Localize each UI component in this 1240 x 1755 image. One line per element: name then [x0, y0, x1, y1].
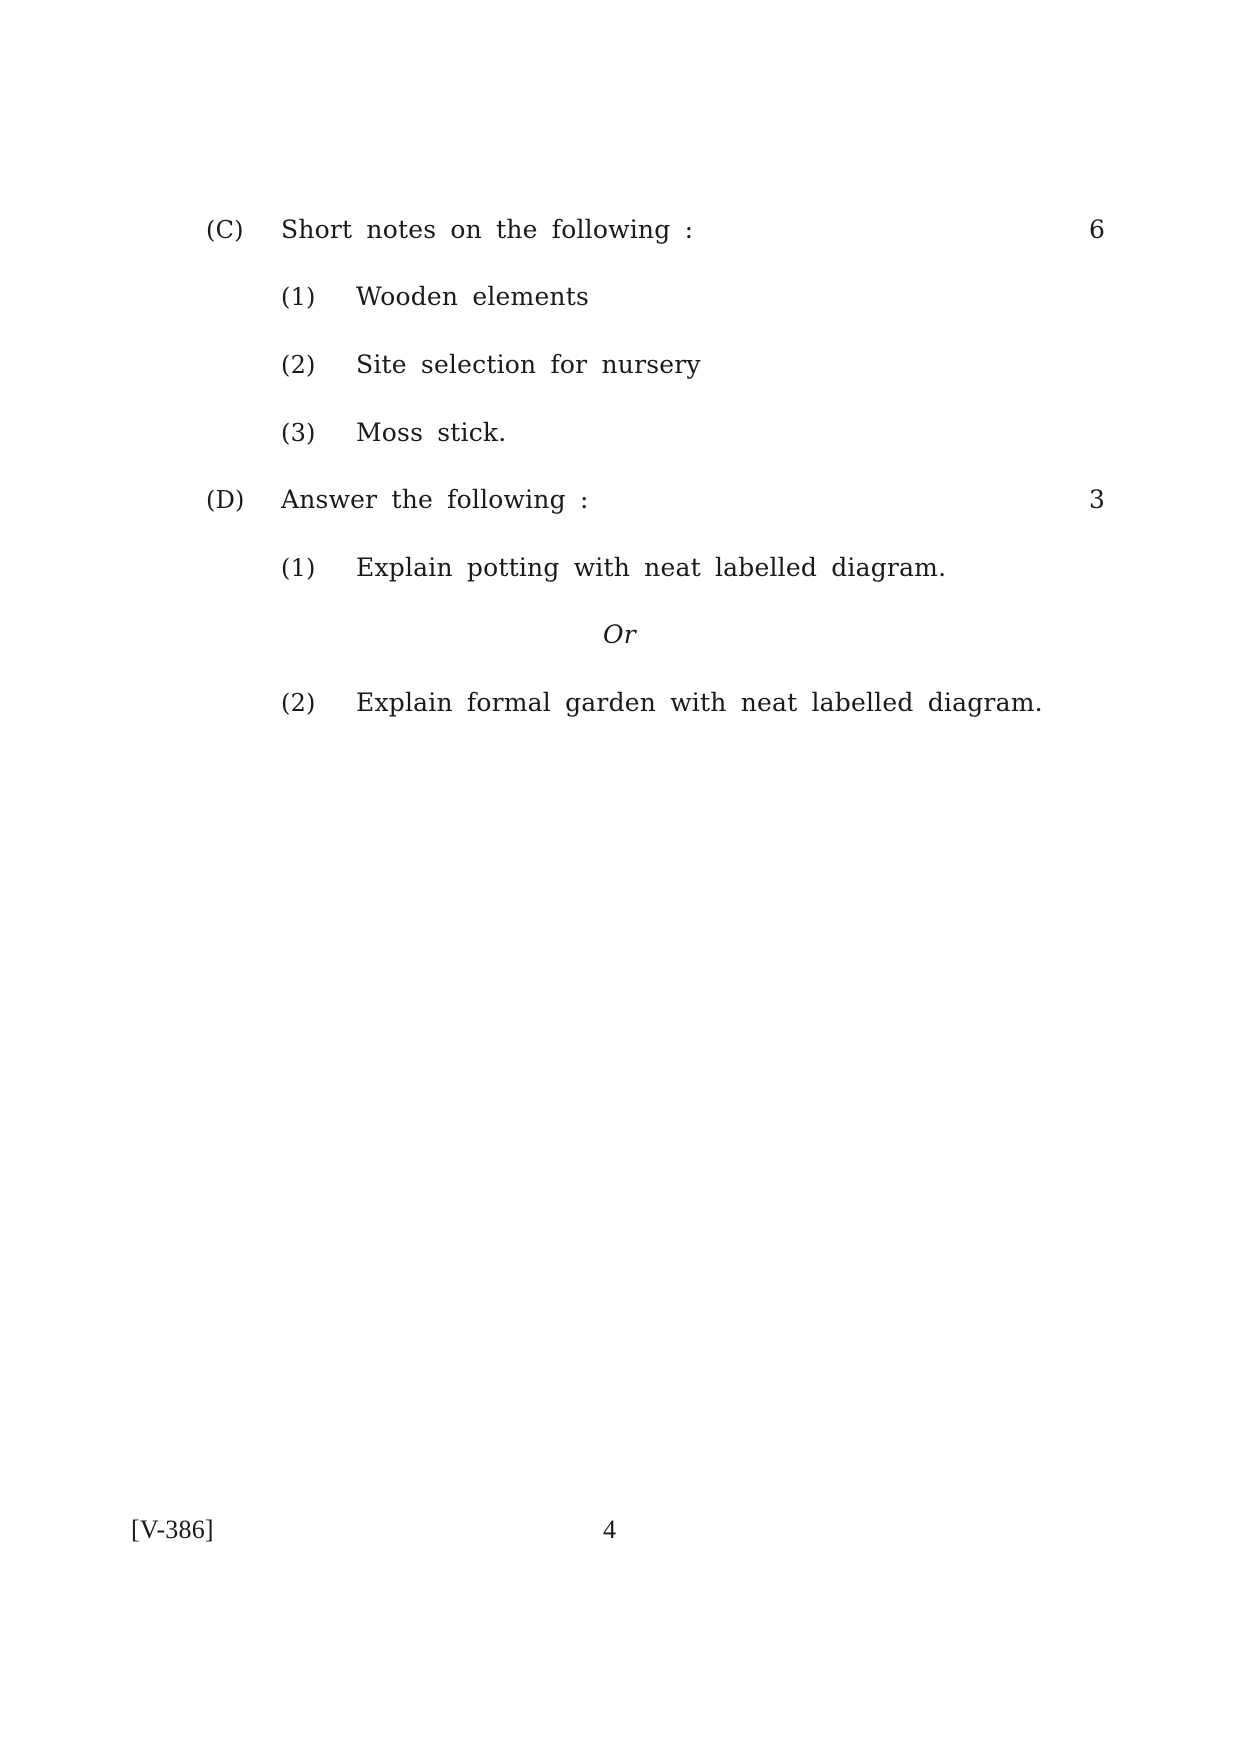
- question-label: (C): [206, 216, 244, 244]
- sub-item-label: (1): [281, 283, 316, 311]
- sub-item-text: Moss stick.: [356, 418, 507, 447]
- question-marks: 6: [1089, 215, 1106, 244]
- sub-item-label: (1): [281, 554, 316, 582]
- paper-code: [V-386]: [131, 1515, 214, 1544]
- or-separator: Or: [603, 620, 636, 649]
- sub-item-label: (2): [281, 689, 316, 717]
- sub-item-label: (3): [281, 419, 316, 447]
- sub-item-label: (2): [281, 351, 316, 379]
- page-number: 4: [603, 1515, 617, 1544]
- sub-item-text: Wooden elements: [356, 282, 590, 311]
- sub-item-text: Site selection for nursery: [356, 350, 701, 379]
- question-text: Answer the following :: [281, 485, 589, 514]
- sub-item-text: Explain potting with neat labelled diagram.: [356, 553, 947, 582]
- question-marks: 3: [1089, 485, 1106, 514]
- question-text: Short notes on the following :: [281, 215, 694, 244]
- question-label: (D): [206, 486, 245, 514]
- sub-item-text: Explain formal garden with neat labelled diagram.: [356, 688, 1043, 717]
